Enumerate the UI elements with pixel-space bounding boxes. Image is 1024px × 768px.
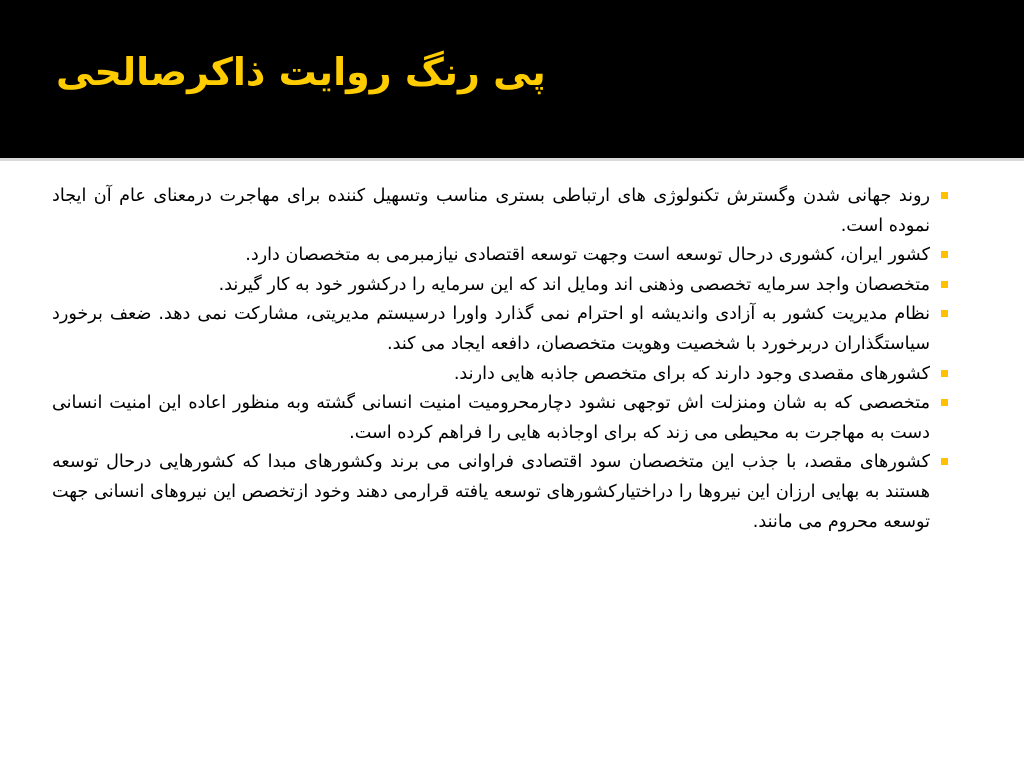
square-bullet-icon [941,458,948,465]
square-bullet-icon [941,370,948,377]
bullet-item [52,360,950,390]
square-bullet-icon [941,310,948,317]
bullet-item [52,182,950,241]
bullet-item [52,300,950,359]
square-bullet-icon [941,281,948,288]
bullet-text: نظام مدیریت کشور به آزادی واندیشه او احترام نمی گذارد واورا درسیستم مدیریتی، مشارکت نمی دهد. ضعف برخورد سیاستگذاران دربرخورد با شخصیت وهویت متخصصان، دافعه ایجاد می کند. [52,304,930,354]
bullet-text: کشورهای مقصدی وجود دارند که برای متخصص جاذبه هایی دارند. [453,363,930,384]
bullet-text: کشورهای مقصد، با جذب این متخصصان سود اقتصادی فراوانی می برند وکشورهای مبدا که کشورهایی درحال توسعه هستند به بهایی ارزان این نیروها را دراختیارکشورهای توسعه یافته قرارمی دهند وخود ازتخصص این نیروهای انسانی جهت توسعه محروم می مانند. [52,452,930,532]
bullet-item [52,241,950,271]
square-bullet-icon [941,251,948,258]
bullet-item [52,271,950,301]
square-bullet-icon [941,192,948,199]
bullet-item [52,448,950,537]
title-divider [0,158,1024,161]
bullet-text: کشور ایران، کشوری درحال توسعه است وجهت توسعه اقتصادی نیازمبرمی به متخصصان دارد. [245,245,930,266]
slide-title: پی رنگ روایت ذاکرصالحی [56,50,546,94]
square-bullet-icon [941,399,948,406]
bullet-text: روند جهانی شدن وگسترش تکنولوژی های ارتباطی بستری مناسب وتسهیل کننده برای مهاجرت درمعنای عام آن ایجاد نموده است. [52,186,930,236]
bullet-text: متخصصان واجد سرمایه تخصصی وذهنی اند ومایل اند که این سرمایه را درکشور خود به کار گیرند. [218,274,930,295]
bullet-text: متخصصی که به شان ومنزلت اش توجهی نشود دچارمحرومیت امنیت انسانی گشته وبه منظور اعاده این امنیت انسانی دست به مهاجرت به محیطی می زند که برای اوجاذبه هایی را فراهم کرده است. [52,393,930,443]
bullet-item [52,389,950,448]
bullet-list [52,182,950,537]
